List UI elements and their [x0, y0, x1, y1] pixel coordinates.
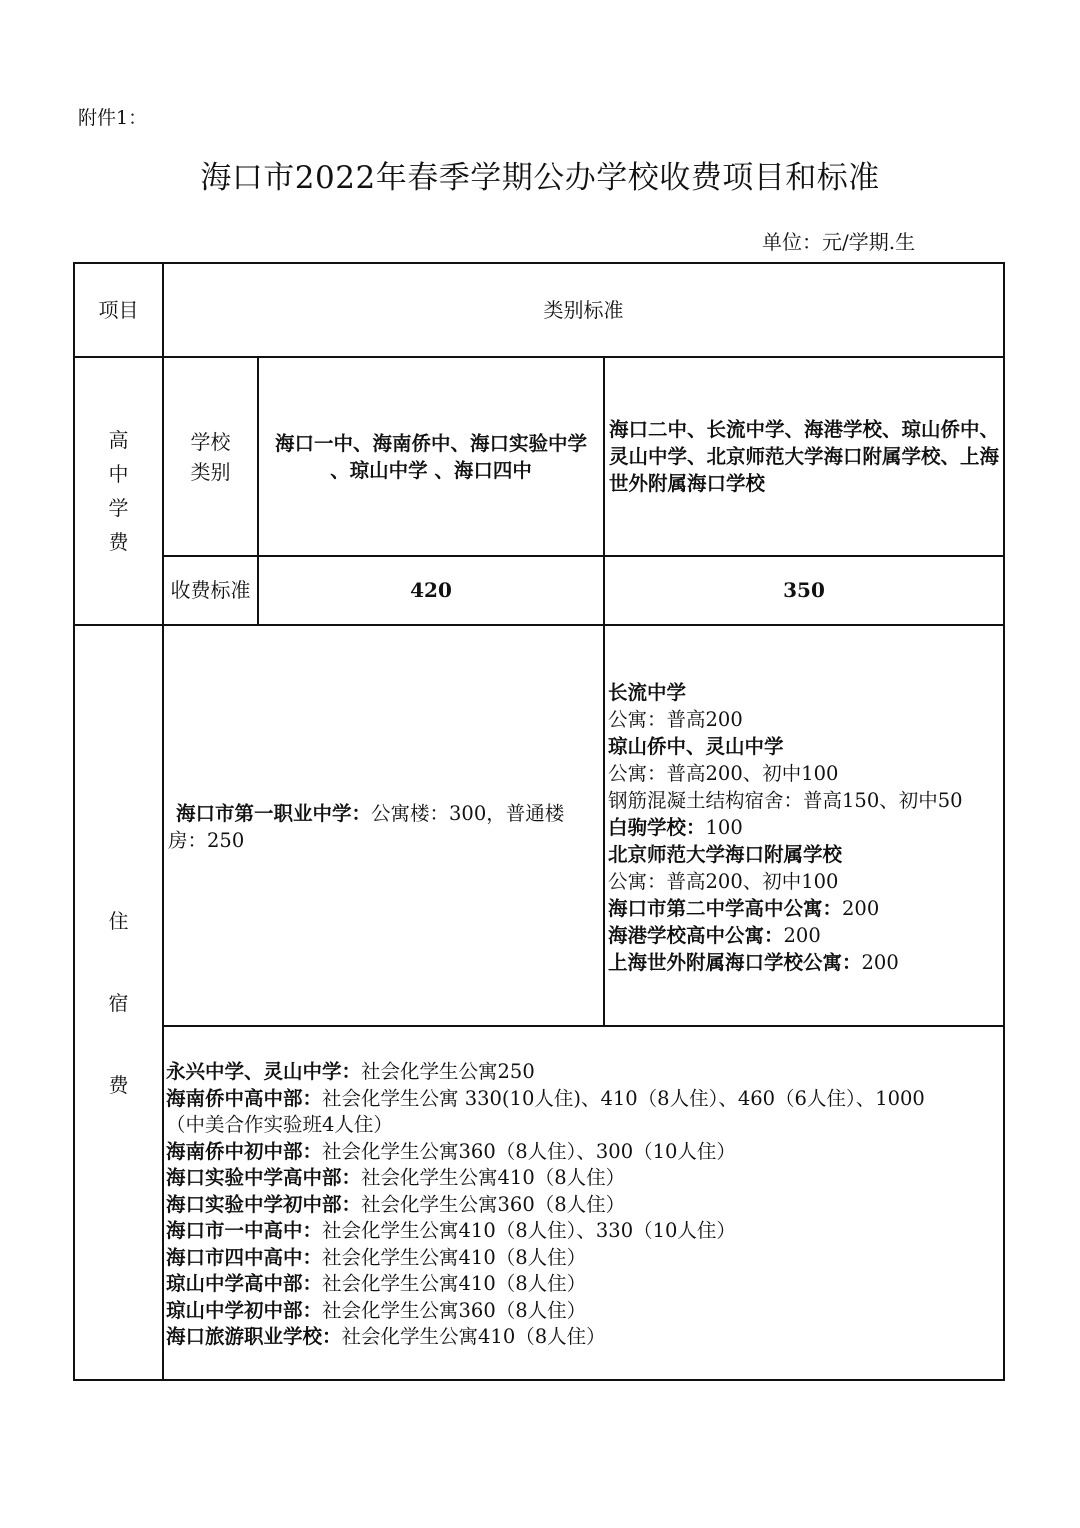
school-lodging-list	[608, 679, 1003, 976]
unit-label: 单位：元/学期.生	[762, 230, 916, 254]
lodging-row	[608, 949, 1003, 976]
column-header-item: 项目	[98, 297, 139, 322]
group-a-fee: 420	[410, 578, 452, 602]
social-apartment-row	[166, 1112, 1002, 1139]
lodging-row-text: 200	[783, 924, 821, 947]
lodging-row-text: 钢筋混凝土结构宿舍：普高150、初中50	[608, 789, 963, 812]
lodging-row	[608, 841, 1003, 868]
vocational-school-detail: 公寓楼：300，普通楼房：250	[168, 802, 565, 852]
school-type-label: 学校类别	[190, 429, 231, 484]
vocational-school-name: 海口市第一职业中学：	[176, 802, 372, 825]
lodging-row-text: 100	[705, 816, 743, 839]
tuition-section-label: 高中学费	[108, 428, 129, 554]
social-apartment-row-text: 社会化学生公寓 330(10人住)、410（8人住）、460（6人住）、1000	[322, 1086, 925, 1110]
social-apartment-row-text: 社会化学生公寓360（8人住）	[361, 1192, 626, 1216]
social-apartment-row-bold: 海口实验中学高中部：	[166, 1166, 362, 1189]
column-header-standard: 类别标准	[543, 297, 624, 322]
vocational-school-lodging	[168, 800, 598, 854]
social-apartment-row-text: （中美合作实验班4人住）	[166, 1113, 393, 1136]
lodging-row-bold: 海港学校高中公寓：	[608, 924, 784, 947]
fee-standard-label: 收费标准	[170, 578, 251, 602]
lodging-row	[608, 895, 1003, 922]
social-apartment-row	[166, 1218, 1002, 1245]
group-b-schools: 海口二中、长流中学、海港学校、琼山侨中、灵山中学、北京师范大学海口附属学校、上海世外附属海口学校	[609, 418, 1000, 495]
lodging-row-text: 公寓：普高200、初中100	[608, 870, 839, 893]
attachment-label: 附件1：	[78, 107, 148, 129]
lodging-row-bold: 长流中学	[608, 681, 687, 704]
lodging-row-bold: 北京师范大学海口附属学校	[608, 843, 843, 866]
social-apartment-row-bold: 琼山中学初中部：	[166, 1298, 323, 1322]
lodging-row-bold: 白驹学校：	[608, 816, 706, 839]
social-apartment-list	[166, 1059, 1002, 1351]
social-apartment-row-text: 社会化学生公寓410（8人住）、330（10人住）	[322, 1219, 736, 1242]
lodging-row	[608, 868, 1003, 895]
social-apartment-row-text: 社会化学生公寓360（8人住）、300（10人住）	[322, 1139, 736, 1163]
lodging-section-label: 住宿费	[108, 908, 129, 1097]
lodging-row-bold: 琼山侨中、灵山中学	[608, 735, 784, 758]
lodging-row-bold: 上海世外附属海口学校公寓：	[608, 951, 862, 974]
social-apartment-row-text: 社会化学生公寓410（8人住）	[322, 1245, 587, 1269]
page-title: 海口市2022年春季学期公办学校收费项目和标准	[200, 160, 880, 196]
lodging-row	[608, 814, 1003, 841]
group-a-schools: 海口一中、海南侨中、海口实验中学 、琼山中学 、海口四中	[274, 431, 587, 482]
social-apartment-row-bold: 海南侨中初中部：	[166, 1139, 323, 1163]
social-apartment-row	[166, 1086, 1002, 1113]
lodging-row-text: 公寓：普高200	[608, 708, 743, 731]
social-apartment-row-bold: 永兴中学、灵山中学：	[166, 1060, 362, 1083]
social-apartment-row-text: 社会化学生公寓360（8人住）	[322, 1298, 587, 1322]
lodging-row-bold: 海口市第二中学高中公寓：	[608, 897, 843, 920]
lodging-row	[608, 679, 1003, 706]
lodging-row-text: 公寓：普高200、初中100	[608, 762, 839, 785]
social-apartment-row-text: 社会化学生公寓410（8人住）	[322, 1272, 587, 1295]
social-apartment-row-bold: 海口市一中高中：	[166, 1219, 323, 1242]
social-apartment-row	[166, 1245, 1002, 1272]
social-apartment-row	[166, 1059, 1002, 1086]
social-apartment-row	[166, 1298, 1002, 1325]
social-apartment-row-bold: 海南侨中高中部：	[166, 1086, 323, 1110]
social-apartment-row-bold: 海口实验中学初中部：	[166, 1192, 362, 1216]
social-apartment-row	[166, 1139, 1002, 1166]
social-apartment-row-text: 社会化学生公寓410（8人住）	[341, 1325, 606, 1348]
social-apartment-row-text: 社会化学生公寓250	[361, 1060, 535, 1083]
social-apartment-row-bold: 琼山中学高中部：	[166, 1272, 323, 1295]
social-apartment-row-bold: 海口旅游职业学校：	[166, 1325, 342, 1348]
lodging-row	[608, 733, 1003, 760]
lodging-row-text: 200	[842, 897, 880, 920]
social-apartment-row	[166, 1324, 1002, 1351]
social-apartment-row-bold: 海口市四中高中：	[166, 1245, 323, 1269]
social-apartment-row	[166, 1271, 1002, 1298]
group-b-fee: 350	[783, 578, 825, 602]
social-apartment-row	[166, 1192, 1002, 1219]
lodging-row-text: 200	[861, 951, 899, 974]
social-apartment-row-text: 社会化学生公寓410（8人住）	[361, 1166, 626, 1189]
lodging-row	[608, 760, 1003, 787]
lodging-row	[608, 922, 1003, 949]
lodging-row	[608, 706, 1003, 733]
social-apartment-row	[166, 1165, 1002, 1192]
lodging-row	[608, 787, 1003, 814]
